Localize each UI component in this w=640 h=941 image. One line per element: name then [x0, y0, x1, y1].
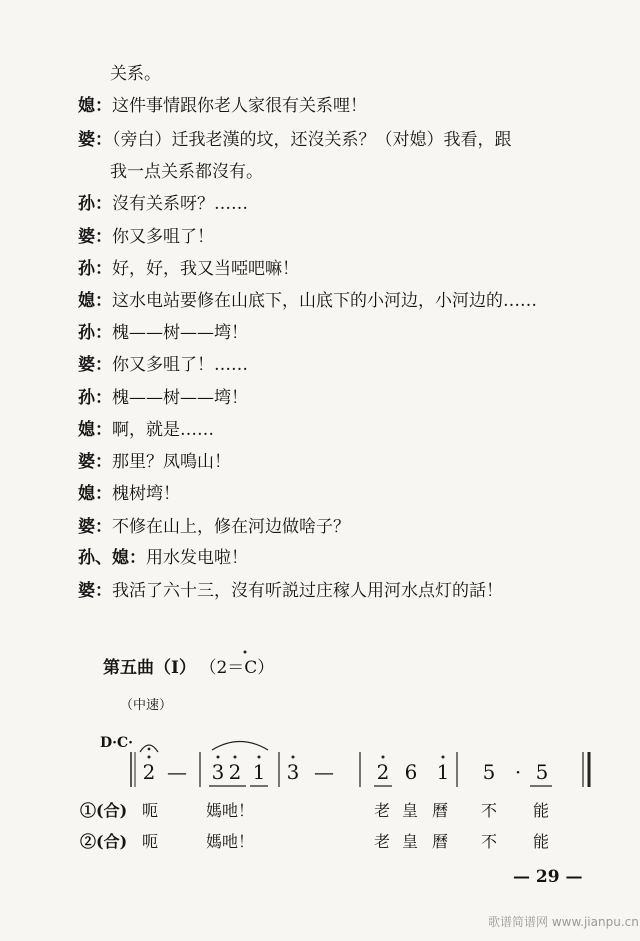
lyric: 呃 [142, 832, 159, 851]
lyric: 皇 [402, 801, 419, 820]
octave-dot [442, 756, 445, 759]
key-octave-dot [244, 651, 247, 654]
song-key: （2＝C） [207, 658, 275, 678]
dialogue-text: 我活了六十三，沒有听説过庄稼人用河水点灯的話！ [112, 581, 503, 601]
dialogue-text: 我一点关系都沒有。 [110, 162, 263, 182]
song-title-text: 第五曲（Ⅰ） [103, 658, 196, 678]
speaker-label: 媳： [78, 96, 112, 116]
tempo-marking: （中速） [120, 698, 173, 713]
fermata-dot [148, 748, 151, 751]
dialogue-text: 这件事情跟你老人家很有关系哩！ [112, 96, 367, 116]
note: 5 [482, 760, 496, 784]
dialogue-text: 那里？凤鳴山！ [112, 452, 231, 472]
lyric: 不 [481, 832, 498, 851]
speaker-label: 孙： [78, 194, 112, 214]
speaker-label: 婆： [78, 227, 112, 247]
dash: — [167, 760, 187, 784]
octave-dot [234, 756, 237, 759]
lyric: 曆 [432, 801, 449, 820]
lyric: 呃 [142, 801, 159, 820]
lyric: 能 [533, 801, 550, 820]
note: 2 [228, 760, 242, 784]
dialogue-text: （旁白）迁我老漢的坟，还沒关系？（对媳）我看，跟 [112, 130, 512, 150]
speaker-label: 婆： [78, 581, 112, 601]
dialogue-text: 槐树塆！ [112, 484, 180, 504]
note: 3 [211, 760, 225, 784]
note: 2 [376, 760, 390, 784]
lyric: 曆 [432, 832, 449, 851]
lyric: 能 [533, 832, 550, 851]
note: 3 [286, 760, 300, 784]
octave-dot [382, 756, 385, 759]
verse-1-marker: ①(合) [80, 801, 128, 820]
note: 5 [535, 760, 549, 784]
octave-dot [217, 756, 220, 759]
dash: — [314, 760, 334, 784]
note: 2 [142, 760, 156, 784]
dialogue-text: 这水电站要修在山底下，山底下的小河边，小河边的…… [112, 291, 537, 311]
dialogue-text: 关系。 [110, 64, 161, 84]
lyric: 不 [481, 801, 498, 820]
da-capo-marking: D·C· [100, 735, 134, 751]
lyric: 老 [374, 832, 391, 851]
speaker-label: 媳： [78, 420, 112, 440]
verse-2-marker: ②(合) [80, 832, 128, 851]
speaker-label: 媳： [78, 484, 112, 504]
lyric: 皇 [402, 832, 419, 851]
dialogue-text: 啊，就是…… [112, 420, 214, 440]
dialogue-text: 好，好，我又当啞吧嘛！ [112, 259, 299, 279]
speaker-label: 媳： [78, 291, 112, 311]
note: 6 [404, 760, 418, 784]
speaker-label: 孙： [78, 323, 112, 343]
dialogue-text: 你又多咀了！…… [112, 355, 248, 375]
note: 1 [436, 760, 450, 784]
dialogue-text: 不修在山上，修在河边做啥子？ [112, 517, 350, 537]
speaker-label: 婆： [78, 452, 112, 472]
octave-dot [292, 756, 295, 759]
lyric: 媽吔！ [206, 832, 255, 851]
note: 1 [252, 760, 266, 784]
page-number: — 29 — [513, 867, 583, 887]
speaker-label: 婆： [78, 517, 112, 537]
dialogue-text: 槐——树——塆！ [112, 323, 248, 343]
lyric: 媽吔！ [206, 801, 255, 820]
watermark: 歌谱简谱网 www.jianpu.cn [488, 915, 639, 929]
lyric: 老 [374, 801, 391, 820]
dot: · [514, 760, 522, 784]
speaker-label: 孙： [78, 388, 112, 408]
dialogue-text: 沒有关系呀？…… [112, 194, 248, 214]
octave-dot [148, 756, 151, 759]
speaker-label: 婆： [78, 355, 112, 375]
slur-icon [212, 742, 268, 751]
octave-dot [258, 756, 261, 759]
dialogue-text: 你又多咀了！ [112, 227, 214, 247]
dialogue-text: 用水发电啦！ [146, 548, 248, 568]
speaker-label: 孙： [78, 259, 112, 279]
dialogue-text: 槐——树——塆！ [112, 388, 248, 408]
speaker-label: 孙、媳： [78, 548, 146, 568]
speaker-label: 婆： [78, 130, 112, 150]
